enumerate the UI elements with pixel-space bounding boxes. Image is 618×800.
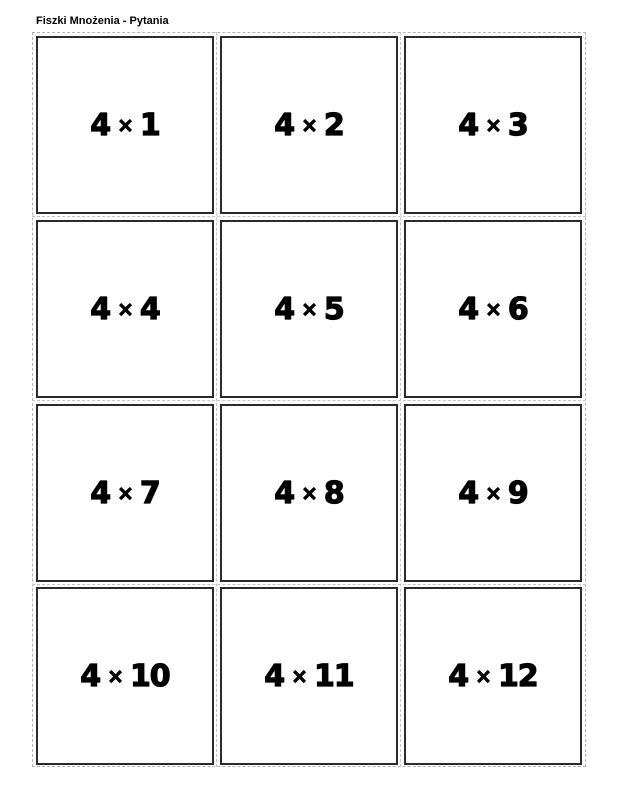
multiplicand: 4 (458, 107, 479, 143)
multiplicand: 4 (90, 291, 111, 327)
multiplicand: 4 (90, 107, 111, 143)
multiply-sign: × (301, 481, 317, 505)
flashcard-question (448, 659, 537, 694)
flashcard (36, 587, 214, 765)
multiply-sign: × (475, 664, 491, 688)
flashcard-question (264, 659, 353, 694)
flashcard-question (90, 292, 160, 327)
multiplier: 1 (139, 107, 160, 143)
multiplier: 9 (507, 475, 528, 511)
flashcard-question (274, 292, 344, 327)
flashcard (220, 404, 398, 582)
flashcard-question (458, 292, 528, 327)
multiplier: 6 (507, 291, 528, 327)
multiply-sign: × (301, 297, 317, 321)
multiplicand: 4 (274, 475, 295, 511)
flashcard-question (90, 108, 160, 143)
flashcard (36, 220, 214, 398)
flashcard-question (80, 659, 169, 694)
multiply-sign: × (117, 113, 133, 137)
flashcard (220, 220, 398, 398)
multiplier: 3 (507, 107, 528, 143)
flashcard-question (90, 476, 160, 511)
page-title: Fiszki Mnożenia - Pytania (36, 15, 169, 27)
multiplier: 10 (129, 658, 170, 694)
multiplier: 4 (139, 291, 160, 327)
flashcard-question (274, 476, 344, 511)
multiplicand: 4 (458, 475, 479, 511)
multiplicand: 4 (90, 475, 111, 511)
multiplier: 11 (313, 658, 354, 694)
flashcard (220, 36, 398, 214)
flashcard (404, 404, 582, 582)
multiplicand: 4 (274, 107, 295, 143)
multiply-sign: × (107, 664, 123, 688)
multiply-sign: × (117, 297, 133, 321)
multiply-sign: × (485, 481, 501, 505)
flashcard-question (274, 108, 344, 143)
multiplier: 7 (139, 475, 160, 511)
multiply-sign: × (291, 664, 307, 688)
flashcard (404, 587, 582, 765)
multiply-sign: × (485, 297, 501, 321)
flashcard (404, 36, 582, 214)
flashcard-question (458, 476, 528, 511)
multiply-sign: × (301, 113, 317, 137)
multiplicand: 4 (448, 658, 469, 694)
multiplicand: 4 (274, 291, 295, 327)
multiplicand: 4 (458, 291, 479, 327)
multiply-sign: × (117, 481, 133, 505)
multiply-sign: × (485, 113, 501, 137)
flashcard-question (458, 108, 528, 143)
multiplier: 5 (323, 291, 344, 327)
flashcard (404, 220, 582, 398)
multiplicand: 4 (264, 658, 285, 694)
flashcard (36, 404, 214, 582)
multiplicand: 4 (80, 658, 101, 694)
multiplier: 2 (323, 107, 344, 143)
multiplier: 8 (323, 475, 344, 511)
flashcard (220, 587, 398, 765)
flashcard (36, 36, 214, 214)
multiplier: 12 (497, 658, 538, 694)
